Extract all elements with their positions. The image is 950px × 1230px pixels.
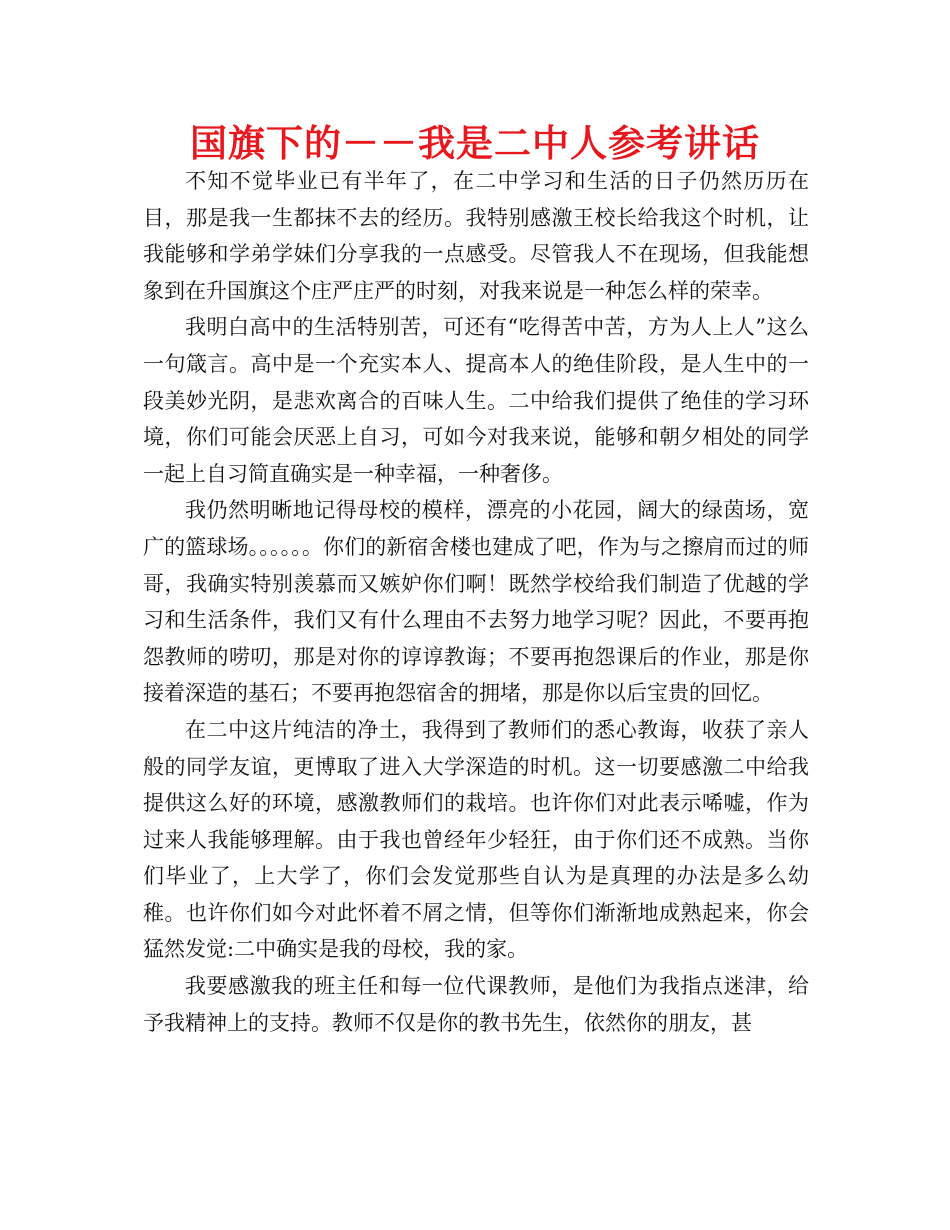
document-title: 国旗下的－－我是二中人参考讲话	[190, 122, 760, 165]
paragraph: 我仍然明晰地记得母校的模样，漂亮的小花园，阔大的绿茵场，宽广的篮球场。。。。。。你们的新宿舍楼也建成了吧，作为与之擦肩而过的师哥，我确实特别羡慕而又嫉妒你们啊！既然学校给我们制造了优越的学习和生活条件，我们又有什么理由不去努力地学习呢？因此，不要再抱怨教师的唠叨，那是对你的谆谆教诲；不要再抱怨课后的作业，那是你接着深造的基石；不要再抱怨宿舍的拥堵，那是你以后宝贵的回忆。	[143, 498, 809, 706]
paragraph: 我要感激我的班主任和每一位代课教师，是他们为我指点迷津，给予我精神上的支持。教师不仅是你的教书先生，依然你的朋友，甚	[143, 974, 809, 1035]
document-body	[143, 163, 809, 1041]
paragraph: 在二中这片纯洁的净土，我得到了教师们的悉心教诲，收获了亲人般的同学友谊，更博取了进入大学深造的时机。这一切要感激二中给我提供这么好的环境，感激教师们的栽培。也许你们对此表示唏嘘，作为过来人我能够理解。由于我也曾经年少轻狂，由于你们还不成熟。当你们毕业了，上大学了，你们会发觉那些自认为是真理的办法是多么幼稚。也许你们如今对此怀着不屑之情，但等你们渐渐地成熟起来，你会猛然发觉:二中确实是我的母校，我的家。	[143, 717, 809, 962]
paragraph: 不知不觉毕业已有半年了，在二中学习和生活的日子仍然历历在目，那是我一生都抹不去的经历。我特别感激王校长给我这个时机，让我能够和学弟学妹们分享我的一点感受。尽管我人不在现场，但我能想象到在升国旗这个庄严庄严的时刻，对我来说是一种怎么样的荣幸。	[143, 169, 809, 303]
paragraph: 我明白高中的生活特别苦，可还有“吃得苦中苦，方为人上人”这么一句箴言。高中是一个充实本人、提高本人的绝佳阶段，是人生中的一段美妙光阴，是悲欢离合的百味人生。二中给我们提供了绝佳的学习环境，你们可能会厌恶上自习，可如今对我来说，能够和朝夕相处的同学一起上自习简直确实是一种幸福，一种奢侈。	[143, 315, 809, 486]
